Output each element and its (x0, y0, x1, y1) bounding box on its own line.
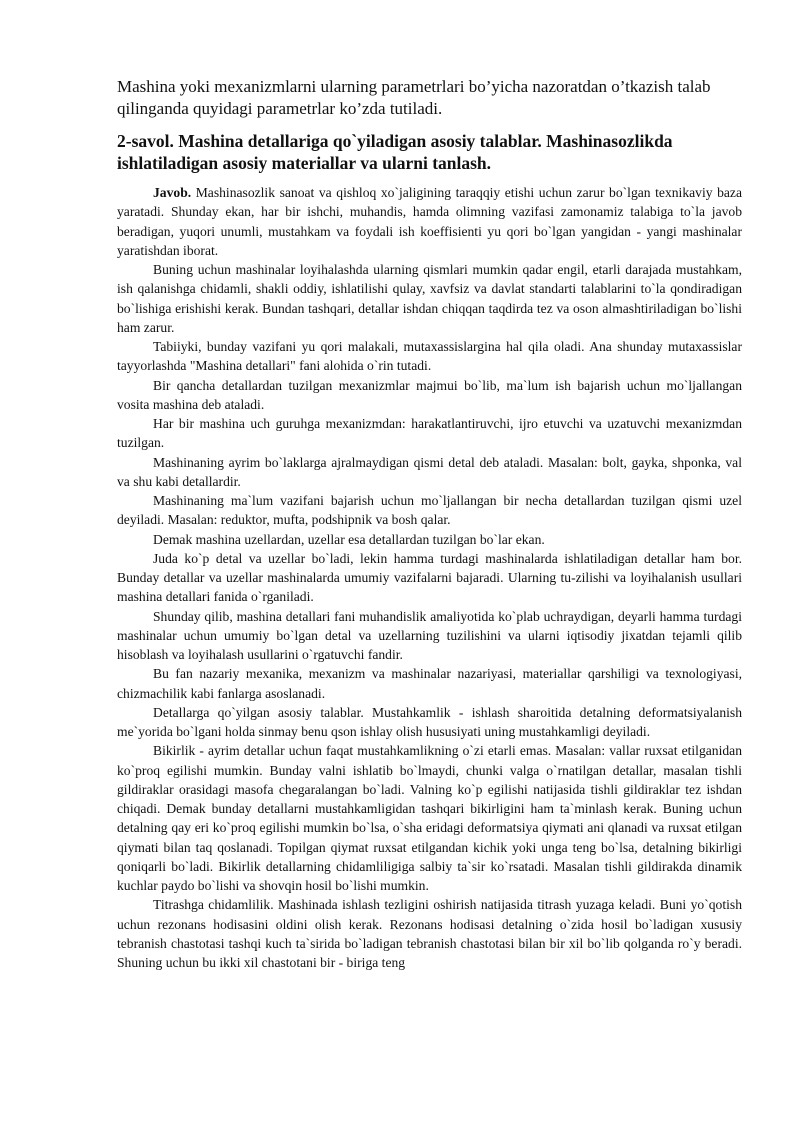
paragraph: Bir qancha detallardan tuzilgan mexanizmlar majmui bo`lib, ma`lum ish bajarish uchun mo`ljallangan vosita mashina deb ataladi. (117, 377, 742, 412)
paragraph: Mashinaning ayrim bo`laklarga ajralmaydigan qismi detal deb ataladi. Masalan: bolt, gayka, shponka, val va shu kabi detallardir. (117, 454, 742, 489)
paragraph: Juda ko`p detal va uzellar bo`ladi, lekin hamma turdagi mashinalarda ishlatiladigan detallar ham bor. Bunday detallar va uzellar mashinalarda umumiy vazifalarni bajaradi. Ularning tu-zilishi va loyihalanish usullari mashina detallari fanida o`rganiladi. (117, 550, 742, 605)
paragraph: Titrashga chidamlilik. Mashinada ishlash tezligini oshirish natijasida titrash yuzaga keladi. Buni yo`qotish uchun rezonans hodisasini oldini olish kerak. Rezonans hodisasi detalning o`zida hosil bo`ladigan xususiy tebranish chastotasi tashqi kuch ta`sirida bo`ladigan tebranish chastotasi bilan bir xil bo`lib qolganda ro`y beradi. Shuning uchun bu ikki xil chastotani bir - biriga teng (117, 897, 742, 970)
section-heading: 2-savol. Mashina detallariga qo`yiladigan asosiy talablar. Mashinasozlikda ishlatiladigan asosiy materiallar va ularni tanlash. (117, 131, 673, 173)
paragraph: Mashinaning ma`lum vazifani bajarish uchun mo`ljallangan bir necha detallardan tuzilgan qismi uzel deyiladi. Masalan: reduktor, mufta, podshipnik va bosh qalar. (117, 493, 742, 528)
answer-label: Javob. (153, 185, 192, 200)
paragraph: Bikirlik - ayrim detallar uchun faqat mustahkamlikning o`zi etarli emas. Masalan: vallar ruxsat etilganidan ko`proq egilishi mumkin. Bunday valni ishlatib bo`lmaydi, chunki valga o`rnatilgan detallar, masalan tishli gildiraklar orasidagi masofa chegaralangan bo`ladi. Valning ko`p egilishi natijasida tishli gildiraklar tez ishdan chiqadi. Demak bunday detallarni mustahkamligidan tashqari bikirligini ham ta`minlash kerak. Buning uchun detalning qay eri ko`proq egilishi mumkin bo`lsa, o`sha eridagi deformatsiya qiymati ani qlanadi va ruxsat etilgan qiymati bilan taq qoslanadi. Topilgan qiymat ruxsat etilgandan kichik yoki unga teng bo`lsa, detalning bikirligi qoniqarli bo`ladi. Bikirlik detallarning chidamliligiga salbiy ta`sir ko`rsatadi. Masalan tishli gildirakda dinamik kuchlar paydo bo`lishi va shovqin hosil bo`lishi mumkin. (117, 743, 742, 893)
paragraph: Shunday qilib, mashina detallari fani muhandislik amaliyotida ko`plab uchraydigan, deyarli hamma turdagi mashinalar uchun umumiy bo`lgan detal va uzellarning tuzilishini va ularni iqtisodiy jixatdan tejamli qilib hisoblash va loyihalash usullarini o`rgatuvchi fandir. (117, 608, 742, 662)
paragraph-answer (117, 183, 742, 260)
paragraph: Demak mashina uzellardan, uzellar esa detallardan tuzilgan bo`lar ekan. (153, 531, 545, 547)
paragraph: Har bir mashina uch guruhga mexanizmdan: harakatlantiruvchi, ijro etuvchi va uzatuvchi mexanizmdan tuzilgan. (117, 416, 742, 451)
body-text (117, 183, 742, 972)
paragraph: Bu fan nazariy mexanika, mexanizm va mashinalar nazariyasi, materiallar qarshiligi va texnologiyasi, chizmachilik kabi fanlarga asoslanadi. (117, 666, 742, 701)
paragraph: Buning uchun mashinalar loyihalashda ularning qismlari mumkin qadar engil, etarli darajada mustahkam, ish qalanishga chidamli, shakli oddiy, ishlatilishi qulay, xavfsiz va davlat standarti talablarini to`la qondiradigan bo`lishiga erishishi kerak. Bundan tashqari, detallar ishdan chiqqan taqdirda tez va oson almashtiriladigan bo`lishi ham zarur. (117, 262, 742, 335)
intro-paragraph: Mashina yoki mexanizmlarni ularning parametrlari bo’yicha nazoratdan o’tkazish talab qilinganda quyidagi parametrlar ko’zda tutiladi. (117, 77, 711, 118)
paragraph: Tabiiyki, bunday vazifani yu qori malakali, mutaxassislargina hal qila oladi. Ana shunday mutaxassislar tayyorlashda "Mashina detallari" fani alohida o`rin tutadi. (117, 339, 742, 374)
paragraph-text: Mashinasozlik sanoat va qishloq xo`jaligining taraqqiy etishi uchun zarur bo`lgan texnikaviy baza yaratadi. Shunday ekan, har bir ishchi, muhandis, hamda olimning vazifasi zamonamiz talabiga to`la javob beradigan, yuqori unumli, mustahkam va foydali ish koeffisienti yu qori bo`lgan yangidan - yangi mashinalar yaratishdan iborat. (117, 185, 742, 258)
paragraph: Detallarga qo`yilgan asosiy talablar. Mustahkamlik - ishlash sharoitida detalning deformatsiyalanish me`yorida bo`lgani holda sinmay benu qson ishlay olish hususiyati uning mustahkamligi deyiladi. (117, 704, 742, 739)
